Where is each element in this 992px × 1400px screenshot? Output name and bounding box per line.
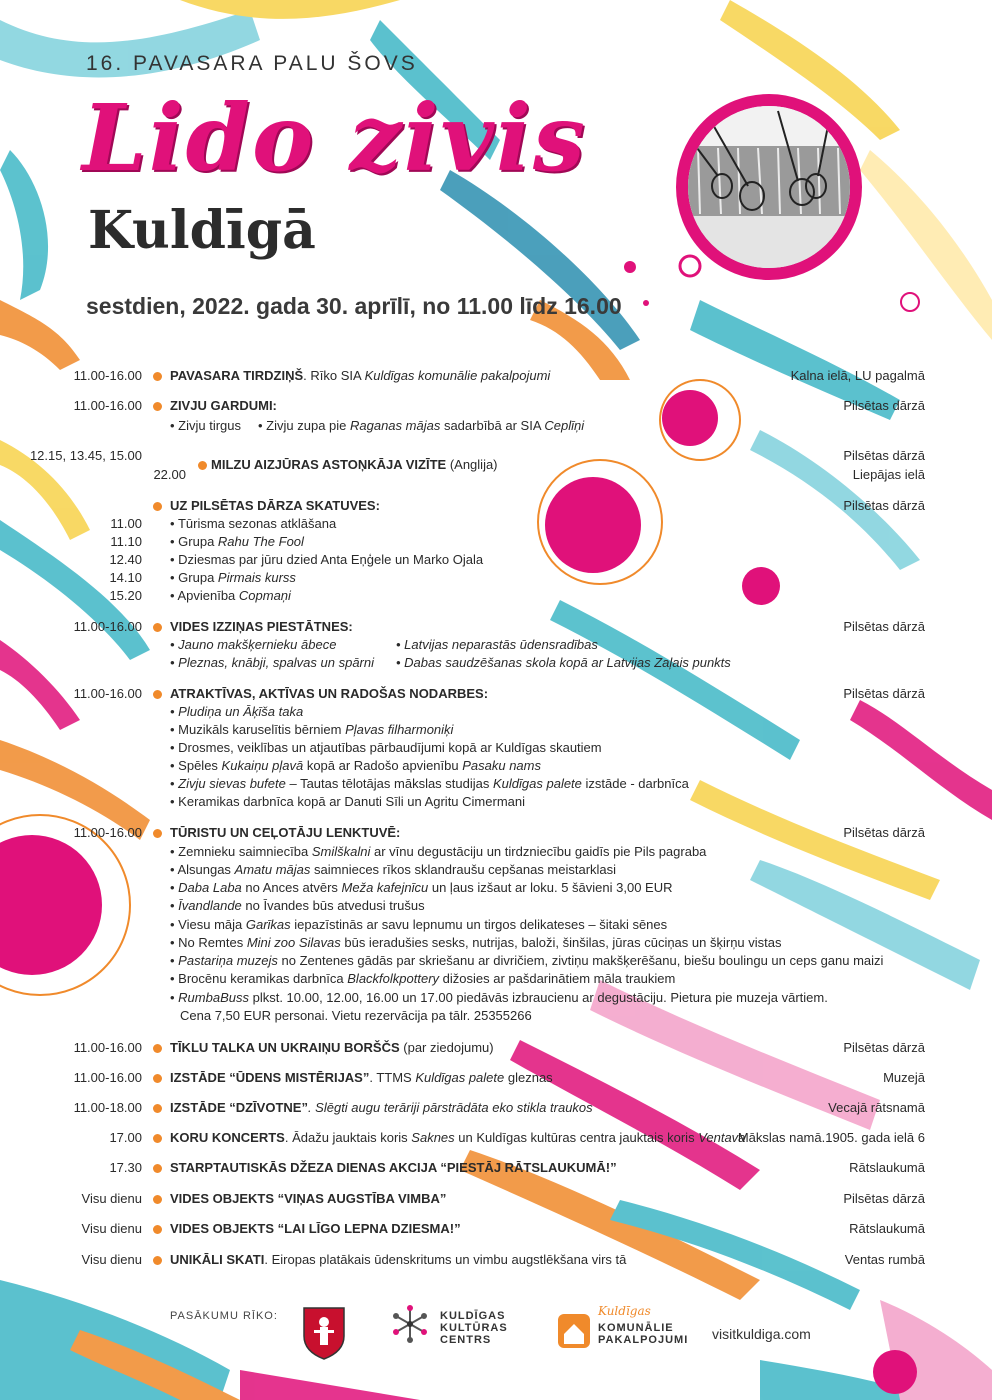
event-place: Pilsētas dārzā	[843, 825, 925, 840]
event-time: 12.40	[109, 552, 142, 567]
event-title: UZ PILSĒTAS DĀRZA SKATUVES:	[170, 498, 380, 513]
programme: 11.00-16.00 PAVASARA TIRDZIŅŠ. Rīko SIA Kuldīgas komunālie pakalpojumi Kalna ielā, LU pagalmā 11.00-16.00 ZIVJU GARDUMI: Pilsētas dārzā • Zivju tirgus • Zivju zupa pie Raganas mājas sadarbībā ar SIA Ceplīņi 12.15, 13.45, 15.00 Pilsētas dārzā MILZU AIZJŪRAS ASTOŅKĀJA VIZĪTE (Anglija) 22.00 Liepājas ielā UZ PILSĒTAS DĀRZA SKATUVES: Pilsētas dārzā 11.00 • Tūrisma sezonas atklāšana 11.10 • Grupa Rahu The Fool 12.40 • Dziesmas par jūru dzied Anta Eņģele un Marko Ojala 14.10 • Grupa Pirmais kurss 15.20 • Apvienība Copmaņi 11.00-16.00 VIDES IZZIŅAS PIESTĀTNES: Pilsētas dārzā • Jauno makšķernieku ābece • Latvijas neparastās ūdensradības • Pleznas, knābji, spalvas un spārni • Dabas saudzēšanas skola kopā ar Latvijas Zaļais punkts 11.00-16.00 ATRAKTĪVAS, AKTĪVAS UN RADOŠAS NODARBES: Pilsētas dārzā • Pludiņa un Āķīša taka • Muzikāls karuselītis bērniem Pļavas filharmoniķi • Drosmes, veiklības un atjautības pārbaudījumi kopā ar Kuldīgas skautiem • Spēles Kukaiņu pļavā kopā ar Radošo apvienību Pasaku nams • Zivju sievas bufete – Tautas tēlotājas mākslas studijas Kuldīgas palete izstāde - darbnīca • Keramikas darbnīca kopā ar Danuti Sīli un Agritu Cimermani 11.00-16.00 TŪRISTU UN CEĻOTĀJU LENKTUVĒ: Pilsētas dārzā • Zemnieku saimniecība Smilškalni ar vīnu degustāciju un tirdzniecību gaidīs pie Pils pagraba • Alsungas Amatu mājas saimnieces rīkos sklandraušu cepšanas meistarklasi • Daba Laba no Ances atvērs Meža kafejnīcu un ļaus izšaut ar loku. 5 šāvieni 3,00 EUR • Īvandlande no Īvandes būs atvedusi trušus • Viesu māja Garīkas iepazīstinās ar savu lepnumu un tirgos delikateses – šitaki sēnes • No Remtes Mini zoo Silavas būs ieradušies sesks, nutrijas, baloži, šinšilas, jūras cūciņas un šķirņu vistas • Pastariņa muzejs no Zentenes gādās par skriešanu ar divričiem, zivtiņu makšķerēšanu, biešu boulingu un ceps ganu maizi • Brocēnu keramikas darbnīca Blackfolkpottery dižosies ar pašdarinātiem māla traukiem • RumbaBuss plkst. 10.00, 12.00, 16.00 un 17.00 piedāvās izbraucienu ar degustāciju. Pietura pie muzeja vārtiem. Cena 7,50 EUR personai. Vietu rezervācija pa tālr. 25355266 11.00-16.00 TĪKLU TALKA UN UKRAIŅU BORŠČS (par ziedojumu) Pilsētas dārzā 11.00-16.00 IZSTĀDE “ŪDENS MISTĒRIJAS”. TTMS Kuldīgas palete gleznas Muzejā 11.00-18.00 IZSTĀDE “DZĪVOTNE”. Slēgti augu terāriji pārstrādāta eko stikla traukos Vecajā rātsnamā 17.00 KORU KONCERTS. Ādažu jauktais koris Saknes un Kuldīgas kultūras centra jauktais koris Ventava Mākslas namā.1905. gada ielā 6 17.30 STARPTAUTISKĀS DŽEZA DIENAS AKCIJA “PIESTĀJ RĀTSLAUKUMĀ!” Rātslaukumā Visu dienu VIDES OBJEKTS “VIŅAS AUGSTĪBA VIMBA” Pilsētas dārzā Visu dienu VIDES OBJEKTS “LAI LĪGO LEPNA DZIESMA!” Rātslaukumā Visu dienu UNIKĀLI SKATI. Eiropas platākais ūdenskritums un vimbu augstlēkšana virs tā Ventas rumbā	[0, 0, 992, 1400]
list-item: • Zivju tirgus	[170, 417, 241, 435]
event-place: Pilsētas dārzā	[843, 1191, 925, 1206]
event-text: STARPTAUTISKĀS DŽEZA DIENAS AKCIJA “PIESTĀJ RĀTSLAUKUMĀ!”	[170, 1160, 617, 1175]
event-title: Lido zivis	[82, 84, 587, 192]
list-item: • Dabas saudzēšanas skola kopā ar Latvijas Zaļais punkts	[396, 654, 731, 672]
list-item: • Grupa Rahu The Fool	[170, 533, 304, 551]
event-place: Pilsētas dārzā	[843, 448, 925, 463]
event-time: Visu dienu	[81, 1252, 142, 1267]
event-place: Pilsētas dārzā	[843, 686, 925, 701]
list-item: • Tūrisma sezonas atklāšana	[170, 515, 336, 533]
event-date: sestdien, 2022. gada 30. aprīlī, no 11.00 līdz 16.00	[86, 293, 622, 319]
event-place: Rātslaukumā	[849, 1160, 925, 1175]
event-time: 17.30	[109, 1160, 142, 1175]
event-place: Rātslaukumā	[849, 1221, 925, 1236]
event-text: IZSTĀDE “ŪDENS MISTĒRIJAS”. TTMS Kuldīgas palete gleznas	[170, 1070, 553, 1085]
list-item: • Dziesmas par jūru dzied Anta Eņģele un Marko Ojala	[170, 551, 483, 569]
list-item: • Zivju zupa pie Raganas mājas sadarbībā ar SIA Ceplīņi	[258, 417, 584, 435]
event-time: 11.00-16.00	[73, 686, 142, 701]
event-text: MILZU AIZJŪRAS ASTOŅKĀJA VIZĪTE (Anglija)	[211, 457, 498, 472]
event-time: Visu dienu	[81, 1191, 142, 1206]
event-place: Pilsētas dārzā	[843, 498, 925, 513]
utility-company-script: Kuldīgas	[598, 1304, 651, 1318]
event-place: Ventas rumbā	[844, 1252, 925, 1267]
event-title: ZIVJU GARDUMI:	[170, 398, 277, 413]
event-time: 22.00	[153, 467, 186, 482]
event-text: TĪKLU TALKA UN UKRAIŅU BORŠČS (par ziedojumu)	[170, 1040, 494, 1055]
list-item: • Jauno makšķernieku ābece	[170, 636, 336, 654]
event-time: 15.20	[109, 588, 142, 603]
event-supertitle: 16. PAVASARA PALU ŠOVS	[86, 52, 418, 75]
event-time: 11.00-16.00	[73, 619, 142, 634]
event-place: Muzejā	[883, 1070, 925, 1085]
list-item: • Pleznas, knābji, spalvas un spārni	[170, 654, 374, 672]
kuldiga-coat-of-arms-icon	[302, 1306, 346, 1360]
event-place: Pilsētas dārzā	[843, 1040, 925, 1055]
event-place: Pilsētas dārzā	[843, 619, 925, 634]
event-time: 11.00-16.00	[73, 398, 142, 413]
event-time: 12.15, 13.45, 15.00	[29, 448, 142, 463]
event-text: KORU KONCERTS. Ādažu jauktais koris Saknes un Kuldīgas kultūras centra jauktais koris Ventava	[170, 1130, 746, 1145]
event-title: VIDES IZZIŅAS PIESTĀTNES:	[170, 619, 353, 634]
event-time: 14.10	[109, 570, 142, 585]
list-item: • Grupa Pirmais kurss	[170, 569, 296, 587]
event-time: 11.00-16.00	[73, 1070, 142, 1085]
event-time: 11.00-16.00	[73, 825, 142, 840]
event-text: PAVASARA TIRDZIŅŠ. Rīko SIA Kuldīgas komunālie pakalpojumi	[170, 368, 551, 383]
utility-company-logo-icon	[556, 1310, 592, 1350]
event-time: 11.00-18.00	[73, 1100, 142, 1115]
event-text: UNIKĀLI SKATI. Eiropas platākais ūdenskritums un vimbu augstlēkšana virs tā	[170, 1252, 627, 1267]
event-place: Pilsētas dārzā	[843, 398, 925, 413]
list-item: • Latvijas neparastās ūdensradības	[396, 636, 598, 654]
website-link[interactable]: visitkuldiga.com	[712, 1326, 811, 1342]
event-title: ATRAKTĪVAS, AKTĪVAS UN RADOŠAS NODARBES:	[170, 686, 489, 701]
list-item: • Apvienība Copmaņi	[170, 587, 291, 605]
event-place: Liepājas ielā	[852, 467, 925, 482]
cultural-centre-logo-icon	[390, 1304, 430, 1344]
event-time: 17.00	[109, 1130, 142, 1145]
event-place: Mākslas namā.1905. gada ielā 6	[737, 1130, 925, 1145]
event-time: 11.10	[110, 534, 142, 549]
event-title: TŪRISTU UN CEĻOTĀJU LENKTUVĒ:	[170, 825, 401, 840]
event-text: IZSTĀDE “DZĪVOTNE”. Slēgti augu terāriji pārstrādāta eko stikla traukos	[170, 1100, 593, 1115]
event-time: 11.00-16.00	[73, 368, 142, 383]
event-time: 11.00	[110, 516, 142, 531]
event-text: VIDES OBJEKTS “LAI LĪGO LEPNA DZIESMA!”	[170, 1221, 461, 1236]
event-location-title: Kuldīgā	[88, 200, 316, 261]
event-text: VIDES OBJEKTS “VIŅAS AUGSTĪBA VIMBA”	[170, 1191, 447, 1206]
cultural-centre-name: KULDĪGAS KULTŪRAS CENTRS	[440, 1310, 508, 1346]
event-place: Kalna ielā, LU pagalmā	[790, 368, 925, 383]
event-time: 11.00-16.00	[73, 1040, 142, 1055]
organizers-label: PASĀKUMU RĪKO:	[170, 1310, 278, 1322]
event-time: Visu dienu	[81, 1221, 142, 1236]
utility-company-name: KOMUNĀLIE PAKALPOJUMI	[598, 1322, 689, 1346]
event-place: Vecajā rātsnamā	[828, 1100, 925, 1115]
